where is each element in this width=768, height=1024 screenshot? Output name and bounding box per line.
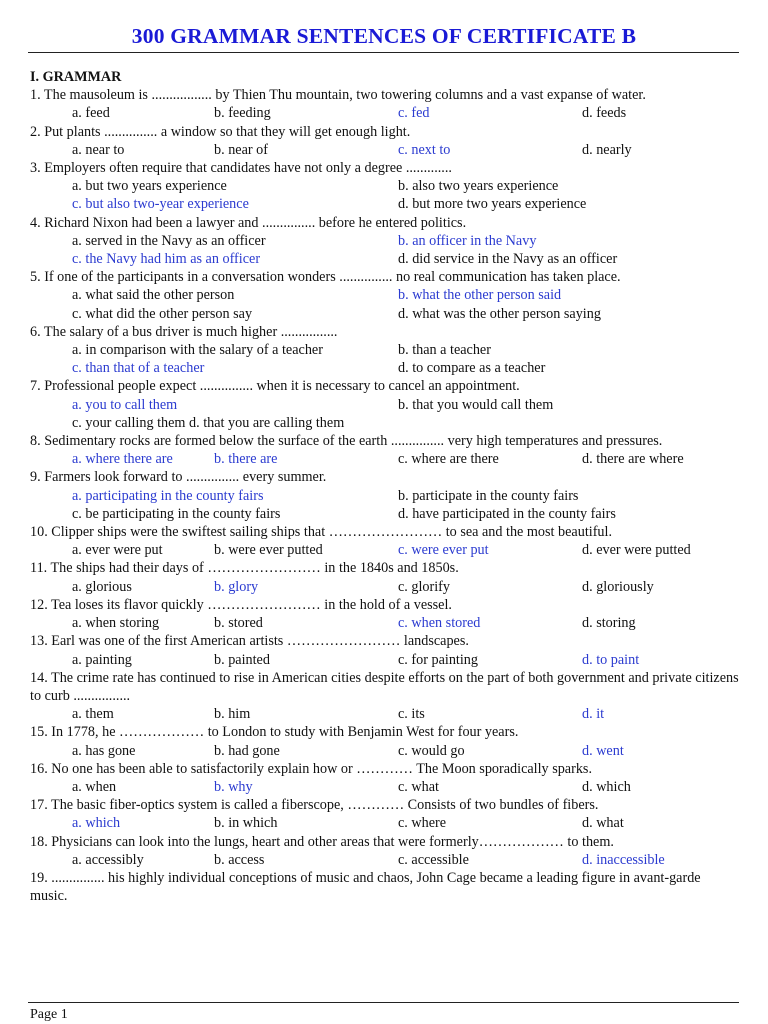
question-18 bbox=[30, 833, 740, 869]
question-text: 15. In 1778, he ……………… to London to study with Benjamin West for four years. bbox=[30, 724, 519, 741]
option-b: b. had gone bbox=[214, 742, 280, 759]
section-heading: I. GRAMMAR bbox=[30, 69, 122, 85]
option-b: b. than a teacher bbox=[398, 342, 491, 359]
option-a: a. feed bbox=[72, 105, 110, 122]
option-d-answer: d. it bbox=[582, 706, 605, 723]
question-4 bbox=[30, 214, 740, 269]
question-12 bbox=[30, 596, 740, 632]
option-d: d. have participated in the county fairs bbox=[398, 505, 616, 522]
question-text: 17. The basic fiber-optics system is called a fiberscope, ………… Consists of two bundles of fibers. bbox=[30, 797, 599, 814]
option-b: b. participate in the county fairs bbox=[398, 487, 579, 504]
title-divider bbox=[28, 52, 739, 53]
question-11 bbox=[30, 559, 740, 595]
option-b: b. feeding bbox=[214, 105, 271, 122]
option-c: c. glorify bbox=[398, 578, 451, 595]
option-a: a. ever were put bbox=[72, 542, 163, 559]
option-c: c. where bbox=[398, 815, 447, 832]
option-b: b. near of bbox=[214, 141, 268, 158]
option-a: a. when bbox=[72, 778, 117, 795]
option-d-answer: d. inaccessible bbox=[582, 851, 665, 868]
footer-divider bbox=[28, 1002, 739, 1003]
option-a: a. in comparison with the salary of a teacher bbox=[72, 342, 323, 359]
option-c: c. accessible bbox=[398, 851, 469, 868]
option-b: b. were ever putted bbox=[214, 542, 323, 559]
question-6 bbox=[30, 323, 740, 378]
question-14 bbox=[30, 669, 740, 724]
option-c: c. its bbox=[398, 706, 425, 723]
option-c: c. what bbox=[398, 778, 439, 795]
option-b: b. also two years experience bbox=[398, 178, 559, 195]
option-d: d. there are where bbox=[582, 451, 684, 468]
question-8 bbox=[30, 432, 740, 468]
option-a: a. what said the other person bbox=[72, 287, 235, 304]
answer-options bbox=[30, 396, 740, 432]
option-d: d. but more two years experience bbox=[398, 196, 587, 213]
option-b-answer: b. there are bbox=[214, 451, 278, 468]
question-16 bbox=[30, 760, 740, 796]
option-a: a. painting bbox=[72, 651, 132, 668]
answer-options bbox=[30, 286, 740, 322]
answer-options bbox=[30, 104, 740, 122]
page-number: Page 1 bbox=[30, 1007, 68, 1022]
question-9 bbox=[30, 468, 740, 523]
option-c-answer: c. the Navy had him as an officer bbox=[72, 251, 261, 268]
answer-options bbox=[30, 487, 740, 523]
option-a: a. but two years experience bbox=[72, 178, 227, 195]
option-c-answer: c. fed bbox=[398, 105, 430, 122]
question-text: 10. Clipper ships were the swiftest sailing ships that …………………… to sea and the most beautiful. bbox=[30, 524, 613, 541]
answer-options bbox=[30, 141, 740, 159]
answer-options bbox=[30, 614, 740, 632]
option-d: d. nearly bbox=[582, 141, 632, 158]
question-15 bbox=[30, 723, 740, 759]
answer-options bbox=[30, 778, 740, 796]
question-text: 14. The crime rate has continued to rise in American cities despite efforts on the part of both government and private citizens to curb ................ bbox=[30, 669, 739, 704]
option-d: d. what bbox=[582, 815, 624, 832]
option-a: a. has gone bbox=[72, 742, 136, 759]
option-a-answer: a. you to call them bbox=[72, 396, 178, 413]
option-c: c. for painting bbox=[398, 651, 478, 668]
answer-options bbox=[30, 814, 740, 832]
option-c-answer: c. were ever put bbox=[398, 542, 489, 559]
document-body bbox=[30, 68, 740, 905]
option-c: c. what did the other person say bbox=[72, 305, 253, 322]
option-d: d. storing bbox=[582, 615, 636, 632]
option-c-answer: c. when stored bbox=[398, 615, 481, 632]
question-text: 4. Richard Nixon had been a lawyer and ............... before he entered politics. bbox=[30, 214, 467, 231]
question-13 bbox=[30, 632, 740, 668]
option-b-answer: b. what the other person said bbox=[398, 287, 562, 304]
option-b: b. him bbox=[214, 706, 251, 723]
option-c: c. would go bbox=[398, 742, 465, 759]
question-text: 1. The mausoleum is ................. by Thien Thu mountain, two towering columns and a vast expanse of water. bbox=[30, 87, 646, 104]
question-19 bbox=[30, 869, 740, 905]
option-c-and-d: c. your calling them d. that you are calling them bbox=[72, 414, 345, 431]
option-a: a. accessibly bbox=[72, 851, 144, 868]
option-a: a. served in the Navy as an officer bbox=[72, 232, 266, 249]
option-d: d. did service in the Navy as an officer bbox=[398, 251, 618, 268]
option-b: b. that you would call them bbox=[398, 396, 554, 413]
answer-options bbox=[30, 341, 740, 377]
question-text: 19. ............... his highly individual conceptions of music and chaos, John Cage became a leading figure in avant-garde music. bbox=[30, 869, 701, 905]
answer-options bbox=[30, 541, 740, 559]
question-text: 2. Put plants ............... a window so that they will get enough light. bbox=[30, 123, 411, 140]
option-c: c. be participating in the county fairs bbox=[72, 505, 281, 522]
question-text: 16. No one has been able to satisfactorily explain how or ………… The Moon sporadically sparks. bbox=[30, 760, 592, 777]
option-a: a. them bbox=[72, 706, 114, 723]
option-b: b. in which bbox=[214, 815, 278, 832]
answer-options bbox=[30, 177, 740, 213]
question-text: 8. Sedimentary rocks are formed below the surface of the earth ............... very high temperatures and pressures. bbox=[30, 433, 663, 450]
option-d-answer: d. went bbox=[582, 742, 624, 759]
option-c-answer: c. than that of a teacher bbox=[72, 360, 205, 377]
option-c-answer: c. next to bbox=[398, 141, 451, 158]
option-b: b. stored bbox=[214, 615, 263, 632]
option-a: a. near to bbox=[72, 141, 125, 158]
question-1 bbox=[30, 86, 740, 122]
option-a: a. when storing bbox=[72, 615, 160, 632]
question-text: 3. Employers often require that candidates have not only a degree ............. bbox=[30, 160, 452, 177]
document-title: 300 GRAMMAR SENTENCES OF CERTIFICATE B bbox=[131, 24, 637, 48]
question-3 bbox=[30, 159, 740, 214]
answer-options bbox=[30, 851, 740, 869]
question-text: 18. Physicians can look into the lungs, heart and other areas that were formerly……………… to them. bbox=[30, 833, 614, 850]
option-a-answer: a. which bbox=[72, 815, 121, 832]
option-d: d. to compare as a teacher bbox=[398, 360, 546, 377]
question-5 bbox=[30, 268, 740, 323]
option-b-answer: b. an officer in the Navy bbox=[398, 232, 537, 249]
option-b: b. access bbox=[214, 851, 265, 868]
option-d: d. ever were putted bbox=[582, 542, 691, 559]
option-c: c. where are there bbox=[398, 451, 499, 468]
option-b-answer: b. why bbox=[214, 778, 253, 795]
answer-options bbox=[30, 232, 740, 268]
option-d: d. feeds bbox=[582, 105, 627, 122]
option-d: d. gloriously bbox=[582, 578, 654, 595]
answer-options bbox=[30, 450, 740, 468]
question-2 bbox=[30, 123, 740, 159]
option-a-answer: a. participating in the county fairs bbox=[72, 487, 264, 504]
answer-options bbox=[30, 651, 740, 669]
question-7 bbox=[30, 377, 740, 432]
answer-options bbox=[30, 742, 740, 760]
option-b: b. painted bbox=[214, 651, 270, 668]
question-text: 7. Professional people expect ............... when it is necessary to cancel an appointment. bbox=[30, 378, 520, 395]
question-text: 6. The salary of a bus driver is much higher ................ bbox=[30, 323, 338, 340]
question-17 bbox=[30, 796, 740, 832]
answer-options bbox=[30, 578, 740, 596]
option-c-answer: c. but also two-year experience bbox=[72, 196, 249, 213]
option-d-answer: d. to paint bbox=[582, 651, 640, 668]
question-text: 11. The ships had their days of …………………… in the 1840s and 1850s. bbox=[30, 560, 459, 577]
question-text: 5. If one of the participants in a conversation wonders ............... no real communication has taken place. bbox=[30, 269, 621, 286]
answer-options bbox=[30, 705, 740, 723]
option-a-answer: a. where there are bbox=[72, 451, 173, 468]
option-b-answer: b. glory bbox=[214, 578, 259, 595]
question-text: 9. Farmers look forward to ............... every summer. bbox=[30, 469, 327, 486]
question-text: 13. Earl was one of the first American artists …………………… landscapes. bbox=[30, 633, 469, 650]
option-a: a. glorious bbox=[72, 578, 132, 595]
question-10 bbox=[30, 523, 740, 559]
option-d: d. what was the other person saying bbox=[398, 305, 601, 322]
question-text: 12. Tea loses its flavor quickly …………………… in the hold of a vessel. bbox=[30, 596, 452, 613]
option-d: d. which bbox=[582, 778, 631, 795]
